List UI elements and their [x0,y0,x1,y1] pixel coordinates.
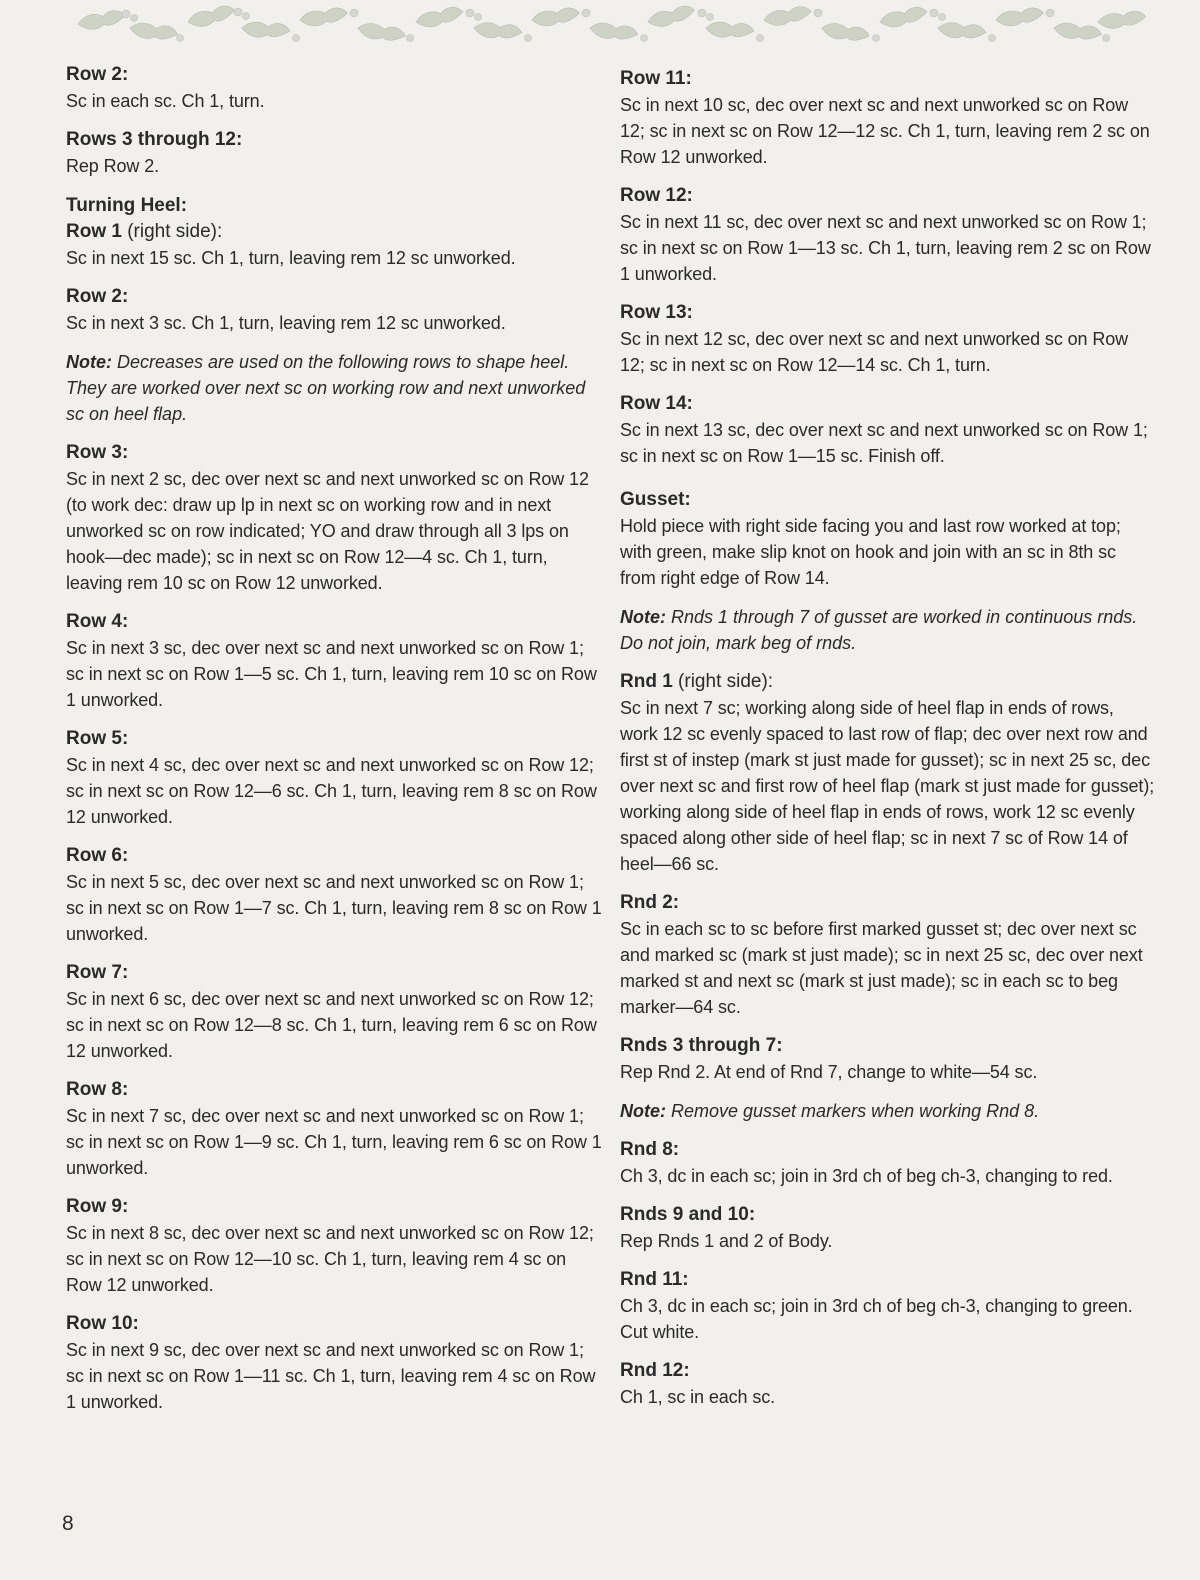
section-heading: Row 12: [620,185,693,206]
section-text: Ch 3, dc in each sc; join in 3rd ch of beg ch-3, changing to green. Cut white. [620,1296,1133,1342]
section-heading: Rnds 9 and 10: [620,1204,756,1225]
section-text: Ch 1, sc in each sc. [620,1387,776,1407]
heading-label: Rnd 1 [620,671,673,692]
left-column [66,62,606,1428]
section-text: Sc in next 13 sc, dec over next sc and next unworked sc on Row 1; sc in next sc on Row 1—15 sc. Finish off. [620,420,1148,466]
section-row-11 [620,66,1155,170]
section-text: Rep Rnd 2. At end of Rnd 7, change to white—54 sc. [620,1062,1038,1082]
section-rnds-9-and-10 [620,1202,1155,1254]
section-heading: Row 11: [620,68,692,89]
section-row-8 [66,1077,606,1181]
section-text: Rep Rnds 1 and 2 of Body. [620,1231,833,1251]
section-text: Sc in next 8 sc, dec over next sc and next unworked sc on Row 12; sc in next sc on Row 12—10 sc. Ch 1, turn, leaving rem 4 sc on Row 12 unworked. [66,1223,594,1295]
section-rnd-11 [620,1267,1155,1345]
section-heading: Rnd 11: [620,1269,689,1290]
section-text: Sc in next 2 sc, dec over next sc and next unworked sc on Row 12 (to work dec: draw up lp in next sc on working row and in next unworked sc on row indicated; YO and draw through all 3 lps on hook—dec made); sc in next sc on Row 12—4 sc. Ch 1, turn, leaving rem 10 sc on Row 12 unworked. [66,469,589,593]
page-number: 8 [62,1512,74,1535]
section-rnd-2 [620,890,1155,1020]
section-heading: Row 7: [66,962,129,983]
section-heading: Turning Heel: [66,195,188,216]
section-heading: Rows 3 through 12: [66,129,243,150]
section-heading: Row 6: [66,845,129,866]
section-text: Rep Row 2. [66,156,160,176]
section-heading: Row 8: [66,1079,129,1100]
section-heading: Row 2: [66,286,129,307]
section-row-12 [620,183,1155,287]
note-label: Note: [620,1101,666,1121]
section-row-5 [66,726,606,830]
section-heading: Rnd 12: [620,1360,690,1381]
section-row-4 [66,609,606,713]
section-row-10 [66,1311,606,1415]
section-text: Sc in next 7 sc, dec over next sc and next unworked sc on Row 1; sc in next sc on Row 1—9 sc. Ch 1, turn, leaving rem 6 sc on Row 1 unworked. [66,1106,602,1178]
section-row-6 [66,843,606,947]
section-heel-row-2 [66,284,606,336]
section-text: Sc in next 3 sc, dec over next sc and next unworked sc on Row 1; sc in next sc on Row 1—5 sc. Ch 1, turn, leaving rem 10 sc on Row 1 unworked. [66,638,597,710]
section-heading [620,669,1155,695]
note-remove-markers [620,1098,1155,1124]
section-heading: Row 3: [66,442,129,463]
note-label: Note: [66,352,112,372]
section-heading: Row 13: [620,302,693,323]
right-column [620,66,1155,1423]
section-text: Sc in each sc. Ch 1, turn. [66,91,265,111]
section-heel-row-1 [66,219,606,271]
section-heading: Rnd 8: [620,1139,680,1160]
section-turning-heel [66,193,606,219]
section-heading: Row 4: [66,611,129,632]
section-text: Sc in next 12 sc, dec over next sc and next unworked sc on Row 12; sc in next sc on Row 12—14 sc. Ch 1, turn. [620,329,1129,375]
section-gusset [620,487,1155,591]
section-text: Hold piece with right side facing you and last row worked at top; with green, make slip knot on hook and join with an sc in 8th sc from right edge of Row 14. [620,516,1121,588]
section-text: Sc in next 9 sc, dec over next sc and next unworked sc on Row 1; sc in next sc on Row 1—11 sc. Ch 1, turn, leaving rem 4 sc on Row 1 unworked. [66,1340,596,1412]
section-text: Sc in each sc to sc before first marked gusset st; dec over next sc and marked sc (mark st just made); sc in next 25 sc, dec over next marked st and next sc (mark st just made); sc in each sc to beg marker—64 sc. [620,919,1143,1017]
section-rnd-8 [620,1137,1155,1189]
section-text: Sc in next 5 sc, dec over next sc and next unworked sc on Row 1; sc in next sc on Row 1—7 sc. Ch 1, turn, leaving rem 8 sc on Row 1 unworked. [66,872,602,944]
heading-qualifier: (right side): [672,671,774,692]
section-rnds-3-through-7 [620,1033,1155,1085]
section-heading: Row 10: [66,1313,139,1334]
section-text: Sc in next 10 sc, dec over next sc and next unworked sc on Row 12; sc in next sc on Row 12—12 sc. Ch 1, turn, leaving rem 2 sc on Row 12 unworked. [620,95,1150,167]
section-rnd-12 [620,1358,1155,1410]
section-row-2 [66,62,606,114]
section-heading: Row 14: [620,393,693,414]
note-text: Decreases are used on the following rows to shape heel. They are worked over next sc on working row and next unworked sc on heel flap. [66,352,586,424]
section-row-14 [620,391,1155,469]
section-text: Sc in next 7 sc; working along side of heel flap in ends of rows, work 12 sc evenly spaced to last row of flap; dec over next row and first st of instep (mark st just made for gusset); sc in next 25 sc, dec over next sc and first row of heel flap (mark st just made for gusset); working along side of heel flap in ends of rows, work 12 sc evenly spaced along other side of heel flap; sc in next 7 sc of Row 14 of heel—66 sc. [620,698,1155,874]
section-text: Ch 3, dc in each sc; join in 3rd ch of beg ch-3, changing to red. [620,1166,1113,1186]
section-heading: Row 9: [66,1196,129,1217]
heading-qualifier: (right side): [121,221,223,242]
section-heading: Rnd 2: [620,892,680,913]
section-text: Sc in next 4 sc, dec over next sc and next unworked sc on Row 12; sc in next sc on Row 12—6 sc. Ch 1, turn, leaving rem 8 sc on Row 12 unworked. [66,755,597,827]
note-decreases [66,349,606,427]
section-heading: Row 2: [66,64,129,85]
section-heading [66,219,606,245]
section-heading: Gusset: [620,489,691,510]
section-heading: Rnds 3 through 7: [620,1035,783,1056]
holly-garland-icon [70,4,1150,46]
section-text: Sc in next 6 sc, dec over next sc and next unworked sc on Row 12; sc in next sc on Row 12—8 sc. Ch 1, turn, leaving rem 6 sc on Row 12 unworked. [66,989,597,1061]
heading-label: Row 1 [66,221,122,242]
section-text: Sc in next 3 sc. Ch 1, turn, leaving rem 12 sc unworked. [66,313,506,333]
note-continuous-rnds [620,604,1155,656]
section-text: Sc in next 11 sc, dec over next sc and next unworked sc on Row 1; sc in next sc on Row 1—13 sc. Ch 1, turn, leaving rem 2 sc on Row 1 unworked. [620,212,1151,284]
section-text: Sc in next 15 sc. Ch 1, turn, leaving rem 12 sc unworked. [66,248,516,268]
section-rnd-1 [620,669,1155,877]
section-row-13 [620,300,1155,378]
section-rows-3-through-12 [66,127,606,179]
section-row-9 [66,1194,606,1298]
section-heading: Row 5: [66,728,129,749]
note-text: Rnds 1 through 7 of gusset are worked in continuous rnds. Do not join, mark beg of rnds. [620,607,1138,653]
note-text: Remove gusset markers when working Rnd 8. [666,1101,1040,1121]
section-row-3 [66,440,606,596]
note-label: Note: [620,607,666,627]
section-row-7 [66,960,606,1064]
